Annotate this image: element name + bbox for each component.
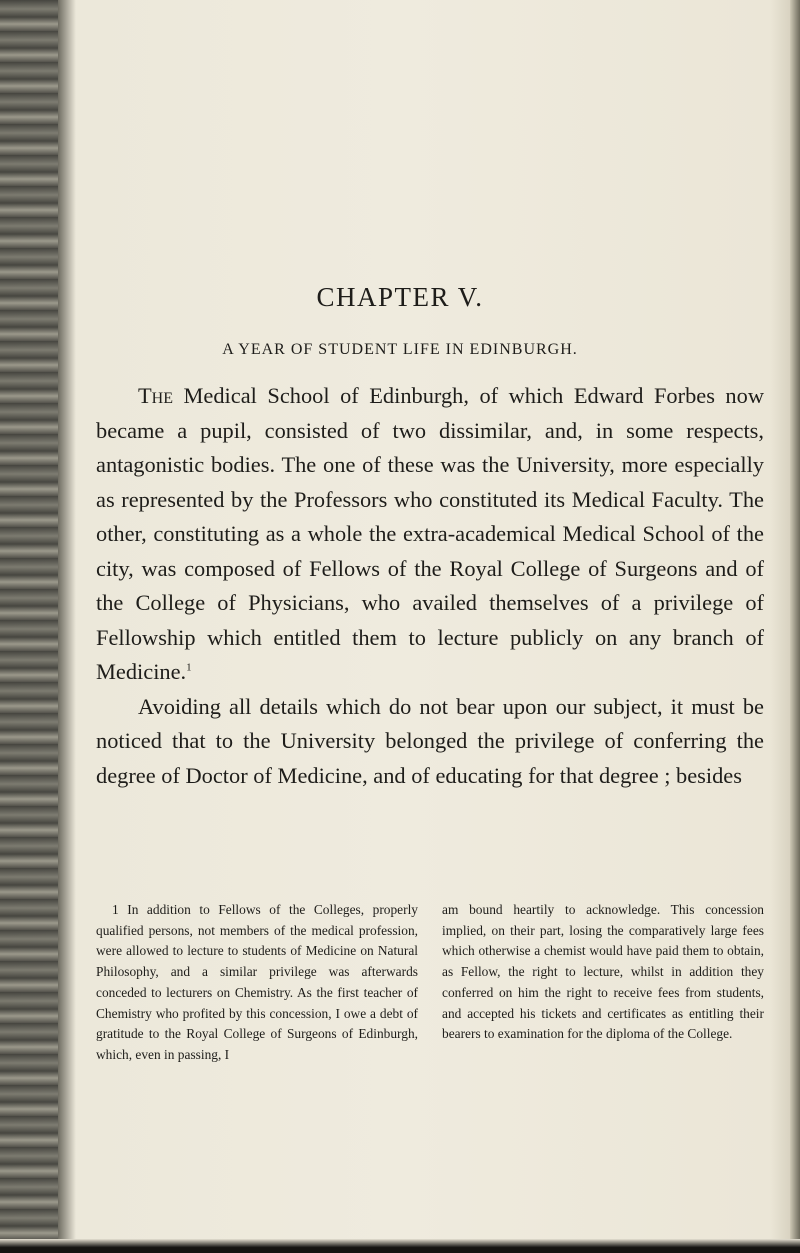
footnote-text-right: am bound heartily to acknowledge. This concession implied, on their part, losing the comparatively large fees which otherwise a chemist would have paid them to obtain, as Fellow, the right to lecture, whilst in addition they conferred on him the right to receive fees from students, and accepted his tickets and certificates as entitling their bearers to examination for the diploma of the College. — [442, 902, 764, 1042]
footnote-column-left — [96, 900, 418, 1066]
paragraph-lead-word: The — [138, 383, 174, 408]
book-gutter — [0, 0, 58, 1253]
page-edge-bottom — [0, 1239, 800, 1253]
chapter-title: A YEAR OF STUDENT LIFE IN EDINBURGH. — [222, 341, 578, 358]
paragraph-2: Avoiding all details which do not bear upon our subject, it must be noticed that to the University belonged the privilege of conferring the degree of Doctor of Medicine, and of educating for that degree ; besides — [96, 693, 764, 788]
chapter-heading: CHAPTER V. — [316, 282, 484, 312]
footnote-text-left: 1 In addition to Fellows of the Colleges, properly qualified persons, not members of the medical profession, were allowed to lecture to students of Medicine on Natural Philosophy, and a similar privilege was afterwards conceded to lecturers on Chemistry. As the first teacher of Chemistry who profited by this concession, I owe a debt of gratitude to the Royal College of Surgeons of Edinburgh, which, even in passing, I — [96, 902, 418, 1062]
footnote-marker: 1 — [186, 661, 192, 674]
body-text — [96, 379, 764, 793]
gutter-shadow — [58, 0, 76, 1253]
paragraph-1 — [96, 379, 764, 690]
page-edge-right — [790, 0, 800, 1253]
footnote-column-right — [442, 900, 764, 1066]
paragraph-1-text: Medical School of Edinburgh, of which Edward Forbes now became a pupil, consisted of two dissimilar, and, in some respects, antagonistic bodies. The one of these was the University, more especially as represented by the Professors who constituted its Medical Faculty. The other, constituting as a whole the extra-academical Medical School of the city, was composed of Fellows of the Royal College of Surgeons and of the College of Physicians, who availed themselves of a privilege of Fellowship which entitled them to lecture publicly on any branch of Medicine. — [96, 383, 764, 684]
footnote — [96, 900, 764, 1066]
